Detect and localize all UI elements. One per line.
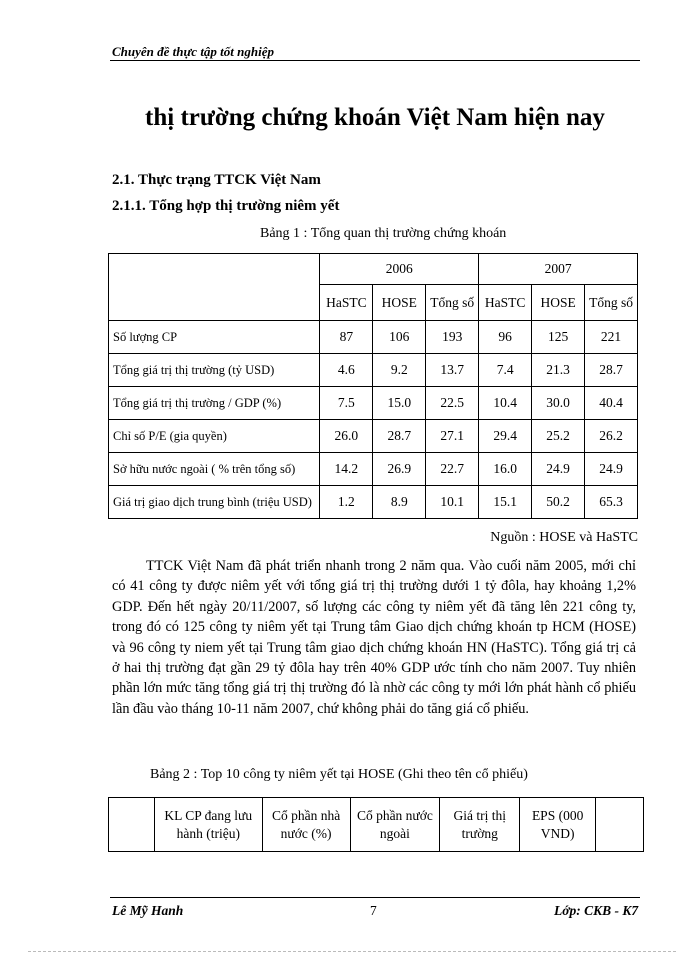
table-cell: 24.9 — [585, 453, 638, 486]
market-overview-table — [108, 253, 638, 519]
table-cell: 193 — [426, 321, 479, 354]
row-label: Tổng giá trị thị trường / GDP (%) — [109, 387, 320, 420]
table1-year-row — [109, 254, 638, 285]
table-cell: 96 — [479, 321, 532, 354]
table-cell: 27.1 — [426, 420, 479, 453]
row-label: Số lượng CP — [109, 321, 320, 354]
table-row — [109, 354, 638, 387]
table-cell: 26.2 — [585, 420, 638, 453]
table-row — [109, 321, 638, 354]
table-cell: 125 — [532, 321, 585, 354]
page-title: thị trường chứng khoán Việt Nam hiện nay — [145, 104, 605, 131]
table1-col-header: HaSTC — [320, 285, 373, 321]
table-cell: 13.7 — [426, 354, 479, 387]
row-label: Chỉ số P/E (gia quyền) — [109, 420, 320, 453]
row-label: Giá trị giao dịch trung bình (triệu USD) — [109, 486, 320, 519]
table-cell: 22.7 — [426, 453, 479, 486]
table-cell: 21.3 — [532, 354, 585, 387]
row-label: Tổng giá trị thị trường (tỷ USD) — [109, 354, 320, 387]
table-cell: 10.1 — [426, 486, 479, 519]
table2-header-cell — [109, 798, 155, 852]
table-cell: 40.4 — [585, 387, 638, 420]
table-row — [109, 387, 638, 420]
table1-corner-cell — [109, 254, 320, 321]
table-cell: 14.2 — [320, 453, 373, 486]
body-paragraph: TTCK Việt Nam đã phát triển nhanh trong 2 năm qua. Vào cuối năm 2005, mới chỉ có 41 công ty được niêm yết với tổng giá trị thị trường dưới 1 tỷ đôla, hay khoảng 1,2% GDP. Đến hết ngày 20/11/2007, số lượng các công ty niêm yết đã tăng lên 221 công ty, trong đó có 125 công ty niêm yết tại Trung tâm Giao dịch chứng khoán tp HCM (HOSE) và 96 công ty niem yết tại Trung tâm giao dịch chứng khoán HN (HaSTC). Tổng giá trị cả ở hai thị trường đạt gần 29 tỷ đôla hay trên 40% GDP ước tính cho năm 2007. Tuy nhiên phần lớn mức tăng tổng giá trị thị trường đó là nhờ các công ty mới lớn phát hành cổ phiếu lần đầu vào tháng 10-11 năm 2007, chứ không phải do tăng giá cổ phiếu. — [112, 558, 636, 717]
table-cell: 8.9 — [373, 486, 426, 519]
table-row — [109, 420, 638, 453]
table-cell: 7.5 — [320, 387, 373, 420]
footer-rule — [110, 897, 640, 898]
table-cell: 7.4 — [479, 354, 532, 387]
table2-header-cell: EPS (000 VND) — [520, 798, 596, 852]
table-cell: 87 — [320, 321, 373, 354]
table1-source: Nguồn : HOSE và HaSTC — [490, 530, 638, 545]
table-cell: 106 — [373, 321, 426, 354]
footer-class: Lớp: CKB - K7 — [554, 903, 639, 918]
table-cell: 1.2 — [320, 486, 373, 519]
section-heading: 2.1. Thực trạng TTCK Việt Nam — [112, 172, 321, 188]
table-cell: 9.2 — [373, 354, 426, 387]
table-cell: 15.0 — [373, 387, 426, 420]
table-cell: 16.0 — [479, 453, 532, 486]
table2-caption: Bảng 2 : Top 10 công ty niêm yết tại HOSE (Ghi theo tên cổ phiếu) — [150, 767, 528, 782]
table2-header-cell: Cổ phần nước ngoài — [350, 798, 440, 852]
table-cell: 22.5 — [426, 387, 479, 420]
table1-year-2006: 2006 — [320, 254, 479, 285]
table-cell: 28.7 — [585, 354, 638, 387]
table1-col-header: HOSE — [373, 285, 426, 321]
table-row — [109, 453, 638, 486]
table2-header-row — [109, 798, 644, 852]
table-cell: 65.3 — [585, 486, 638, 519]
table-cell: 221 — [585, 321, 638, 354]
table-cell: 30.0 — [532, 387, 585, 420]
table2-header-cell — [596, 798, 644, 852]
table1-col-header: HOSE — [532, 285, 585, 321]
table-cell: 26.0 — [320, 420, 373, 453]
table-cell: 10.4 — [479, 387, 532, 420]
table-cell: 26.9 — [373, 453, 426, 486]
footer-author: Lê Mỹ Hanh — [112, 903, 184, 918]
table1-col-header: Tổng số — [585, 285, 638, 321]
subsection-heading: 2.1.1. Tổng hợp thị trường niêm yết — [112, 198, 340, 214]
running-header: Chuyên đề thực tập tốt nghiệp — [112, 44, 274, 59]
header-rule — [110, 60, 640, 61]
table-cell: 4.6 — [320, 354, 373, 387]
page-number: 7 — [370, 903, 377, 918]
table1-col-header: HaSTC — [479, 285, 532, 321]
table-cell: 29.4 — [479, 420, 532, 453]
table-cell: 50.2 — [532, 486, 585, 519]
row-label: Sở hữu nước ngoài ( % trên tổng số) — [109, 453, 320, 486]
table2-header-cell: Giá trị thị trường — [440, 798, 520, 852]
table-row — [109, 486, 638, 519]
table-cell: 15.1 — [479, 486, 532, 519]
table1-col-header: Tổng số — [426, 285, 479, 321]
table-cell: 28.7 — [373, 420, 426, 453]
table2-header-cell: Cổ phần nhà nước (%) — [262, 798, 350, 852]
top10-companies-table — [108, 797, 644, 852]
table1-year-2007: 2007 — [479, 254, 638, 285]
table1-caption: Bảng 1 : Tổng quan thị trường chứng khoán — [260, 226, 507, 241]
table-cell: 24.9 — [532, 453, 585, 486]
table2-header-cell: KL CP đang lưu hành (triệu) — [154, 798, 262, 852]
page-break-line — [28, 951, 676, 952]
table-cell: 25.2 — [532, 420, 585, 453]
